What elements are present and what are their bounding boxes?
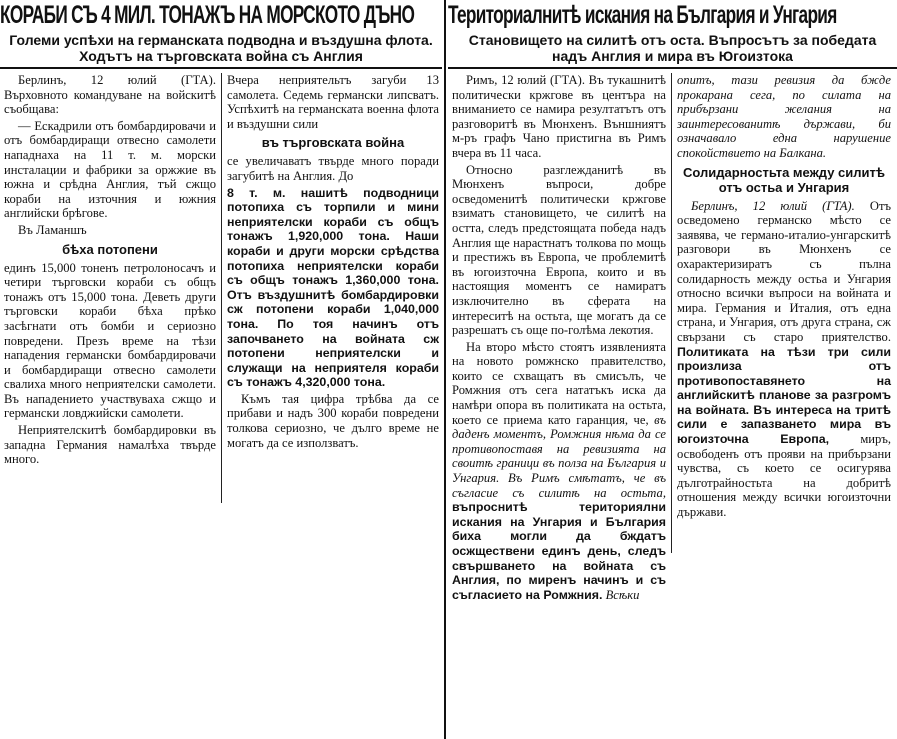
paragraph: — Ескадрили отъ бомбардировачи и отъ бомбардиращи отвесно самолети нападнаха на 11 т. м. морски инсталации и фабрики за оржжие въ южна и срѣдна Англия, тъй сжщо кораби на източния и южния английски брѣгове. — [4, 118, 216, 221]
text-run-bold: Политиката на тѣзи три сили произлиза отъ противопоставянето на английскитѣ планове за разгромъ на войната. Въ интереса на тритѣ сили е запазването мира въ югоизточна Европа, — [677, 344, 891, 447]
section-heading: Солидарностьта между силитѣ отъ остьа и Унгария — [682, 164, 886, 195]
paragraph — [452, 340, 666, 603]
paragraph: Къмъ тая цифра трѣбва да се прибави и надъ 300 кораби повредени толкова сериозно, че дълго време не могатъ да се използватъ. — [227, 391, 439, 450]
article-divider — [444, 0, 446, 739]
article-left-column-2 — [227, 73, 439, 452]
paragraph: Берлинъ, 12 юлий (ГТА). Върховното командуване на войскитѣ съобщава: — [4, 73, 216, 117]
text-run-italic: Всѣки — [605, 587, 640, 602]
paragraph: Вчера неприятельтъ загуби 13 самолета. Седемь германски липсватъ. Успѣхитѣ на германската военна флота и въздушни сили — [227, 73, 439, 131]
paragraph: Въ Ламаншъ — [18, 222, 87, 237]
article-right-divider — [448, 67, 897, 69]
article-left — [0, 0, 442, 739]
paragraph-italic: опитъ, тази ревизия да бжде прокарана сега, по силата на прибързани желания на заинтересованитѣ държави, би означавало една нарушение спокойствието на Балкана. — [677, 73, 891, 160]
column-separator — [671, 73, 672, 553]
paragraph: единъ 15,000 тоненъ петролоносачъ и четири търговски кораби съ общъ тонажъ отъ 15,000 тона. Деветь други търговски кораби бѣха прѣко засѣгнати отъ бомби и сериозно повредени. Презъ време на тѣзи нападения германски бомбардировачи и бомбардиращи отвесно самолети свалиха много неприятелски самолети. Въ нападението участвуваха сжщо и германски ловджийски самолети. — [4, 260, 216, 421]
article-left-column-1 — [4, 73, 216, 469]
paragraph: се увеличаватъ твърде много поради загубитѣ на Англия. До — [227, 154, 439, 183]
paragraph: Неприятелскитѣ бомбардировки въ западна Германия намалѣха твърде много. — [4, 423, 216, 467]
article-left-headline: КОРАБИ СЪ 4 МИЛ. ТОНАЖЪ НА МОРСКОТО ДЪНО — [0, 1, 415, 29]
article-right-column-1 — [452, 73, 666, 604]
text-run-italic: Берлинъ, 12 юлий (ГТА). — [691, 198, 855, 213]
paragraph-bold: 8 т. м. нашитѣ подводници потопиха съ торпили и мини неприятелски кораби съ общъ тонажъ 1,920,000 тона. Наши кораби и други морски срѣдства потопиха неприятелски кораби съ общъ тонажъ 1,360,000 тона. Отъ въздушнитѣ бомбардировки сж потопени кораби 1,040,000 тона. По тоя начинъ отъ започването на войната сж потопени неприятелски и служащи на неприятеля кораби съ тонажъ 4,320,000 тона. — [227, 185, 439, 390]
article-right-subheadline: Становището на силитѣ отъ оста. Въпросътъ за победата надъ Англия и мира въ Югоизтока — [468, 32, 877, 64]
text-run-bold: въпроснитѣ териториялни искания на Унгария и България биха могли да бждатъ осжществени единъ день, следъ свършването на войната съ Англия, по миренъ начинъ и съ съгласието на Ромжния. — [452, 500, 666, 602]
text-run: На второ мѣсто стоятъ изявленията на новото ромжнско правителство, които се схващатъ въ смисълъ, че Ромжния отъ сега нататъкъ иска да намѣри опора въ политиката на остьта, което се приема като гаранция, че, — [452, 339, 666, 427]
column-separator — [221, 73, 222, 503]
text-run-italic: въ даденъ моментъ, Ромжния нѣма да се противопоставя на ревизията на своитѣ граници въ полза на България и Унгария. Въ Римъ смѣтатъ, че въ съгласие съ силитѣ на остьта, — [452, 412, 666, 500]
text-run: миръ, освободенъ отъ прояви на прибързани чувства, съ което се осигурява дълготрайностьта на добритѣ отношения между всички югоизточни държави. — [677, 432, 891, 520]
paragraph: Относно разглежданитѣ въ Мюнхенъ въпроси, добре осведоменитѣ политически кржгове взиматъ становището, че силитѣ на остта, следъ предстоящата победа надъ Англия ще нарастнатъ толкова по мощь и престижъ въ Европа, че проблемитѣ въ югоизточна Европа, които и въ настоящия моментъ се намиратъ изключително въ сферата на интереситѣ на остьта, ще могатъ да се разрешатъ съ още по-голѣма лекотия. — [452, 162, 666, 338]
section-heading: бѣха потопени — [62, 241, 158, 257]
article-right — [448, 0, 897, 739]
section-heading: въ търговската война — [261, 135, 405, 151]
article-right-column-2 — [677, 73, 891, 522]
article-left-divider — [0, 67, 442, 69]
paragraph: Римъ, 12 юлий (ГТА). Въ тукашнитѣ политически кржгове въ центъра на вниманието се намира резултатътъ отъ разговоритѣ въ Мюнхенъ. Външниятъ м-ръ графъ Чано пристигна въ Римъ вчера въ 11 часа. — [452, 73, 666, 160]
text-run: Отъ осведомено германско мѣсто се заявява, че германо-италио-унгарскитѣ разговори въ Мюнхенъ се охарактеризиратъ съ пълна солидарность между остьа и Унгария относно всички въпроси на войната и мира. Германия и Италия, отъ една страна, и Унгария, отъ друга страна, сж свързани съ старо приятелство. — [677, 198, 891, 344]
paragraph — [677, 199, 891, 520]
article-right-headline: Териториалнитѣ искания на България и Унгария — [448, 1, 837, 29]
article-left-subheadline: Големи успѣхи на германската подводна и въздушна флота. Ходътъ на търговската война съ Англия — [9, 32, 433, 64]
